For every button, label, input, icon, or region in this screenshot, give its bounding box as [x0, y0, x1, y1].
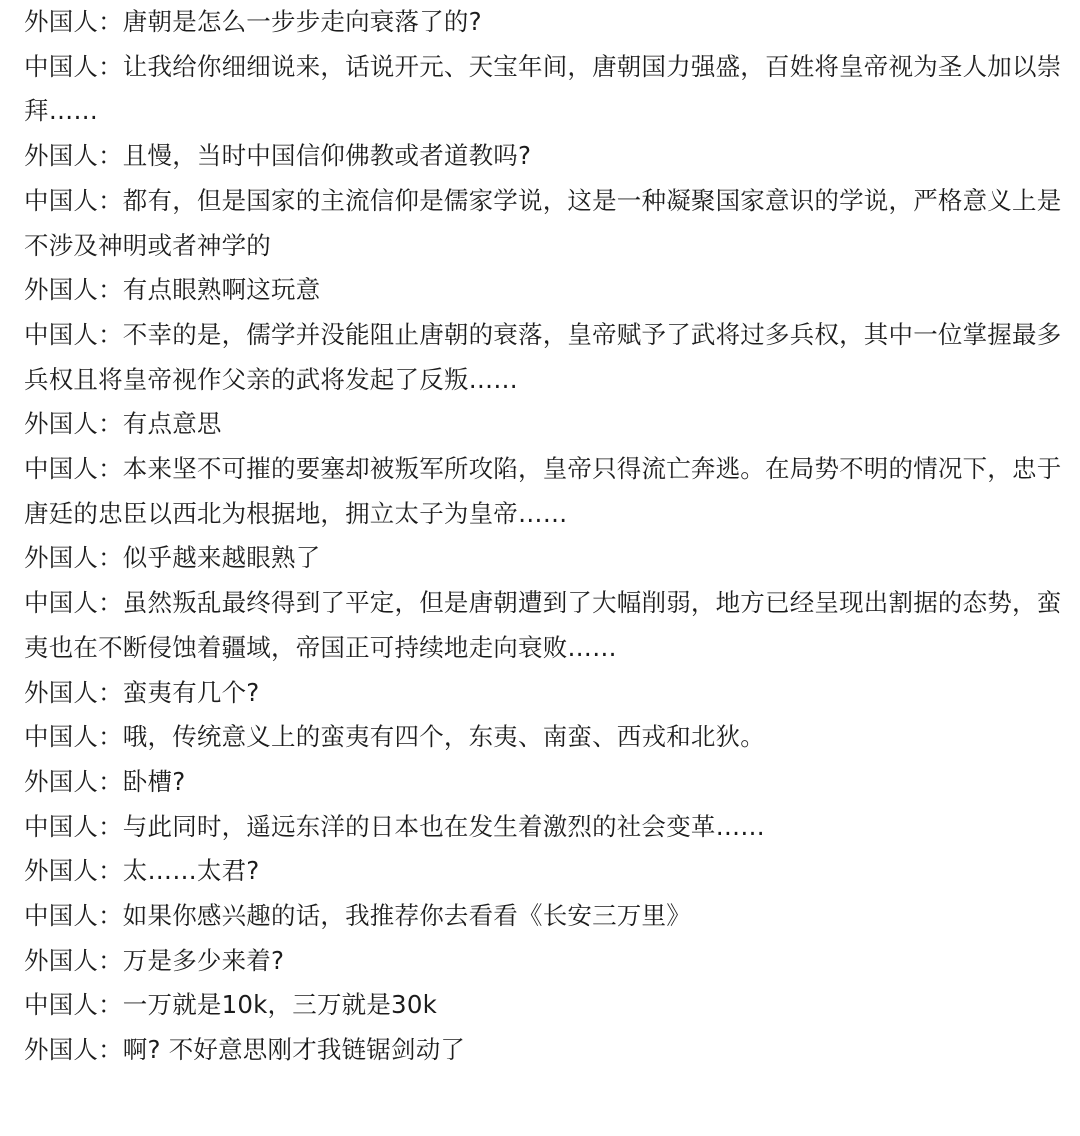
dialogue-line-chinese: 中国人：哦，传统意义上的蛮夷有四个，东夷、南蛮、西戎和北狄。 — [24, 722, 765, 752]
dialogue-line-foreigner: 外国人：太……太君? — [24, 856, 260, 886]
dialogue-line-chinese: 中国人：不幸的是，儒学并没能阻止唐朝的衰落，皇帝赋予了武将过多兵权，其中一位掌握最多兵权且将皇帝视作父亲的武将发起了反叛…… — [24, 319, 1062, 394]
dialogue-text — [24, 0, 1064, 1073]
dialogue-line-chinese: 中国人：如果你感兴趣的话，我推荐你去看看《长安三万里》 — [24, 901, 691, 931]
dialogue-line-foreigner: 外国人：有点意思 — [24, 409, 222, 439]
dialogue-line-foreigner: 外国人：有点眼熟啊这玩意 — [24, 275, 321, 305]
dialogue-line-chinese: 中国人：虽然叛乱最终得到了平定，但是唐朝遭到了大幅削弱，地方已经呈现出割据的态势，蛮夷也在不断侵蚀着疆域，帝国正可持续地走向衰败…… — [24, 588, 1062, 662]
dialogue-line-foreigner: 外国人：卧槽? — [24, 766, 186, 796]
dialogue-line-foreigner: 外国人：啊? 不好意思刚才我链锯剑动了 — [24, 1035, 466, 1065]
dialogue-line-foreigner: 外国人：唐朝是怎么一步步走向衰落了的? — [24, 7, 482, 36]
dialogue-line-foreigner: 外国人：蛮夷有几个? — [24, 677, 260, 707]
dialogue-line-foreigner: 外国人：且慢，当时中国信仰佛教或者道教吗? — [24, 141, 532, 171]
dialogue-line-chinese: 中国人：一万就是10k，三万就是30k — [24, 990, 438, 1020]
dialogue-line-chinese: 中国人：与此同时，遥远东洋的日本也在发生着激烈的社会变革…… — [24, 811, 765, 841]
dialogue-line-chinese: 中国人：本来坚不可摧的要塞却被叛军所攻陷，皇帝只得流亡奔逃。在局势不明的情况下，忠于唐廷的忠臣以西北为根据地，拥立太子为皇帝…… — [24, 454, 1062, 528]
dialogue-line-chinese: 中国人：都有，但是国家的主流信仰是儒家学说，这是一种凝聚国家意识的学说，严格意义上是不涉及神明或者神学的 — [24, 185, 1062, 260]
dialogue-line-chinese: 中国人：让我给你细细说来，话说开元、天宝年间，唐朝国力强盛，百姓将皇帝视为圣人加以崇拜…… — [24, 51, 1062, 126]
dialogue-line-foreigner: 外国人：似乎越来越眼熟了 — [24, 543, 321, 573]
dialogue-line-foreigner: 外国人：万是多少来着? — [24, 945, 285, 975]
